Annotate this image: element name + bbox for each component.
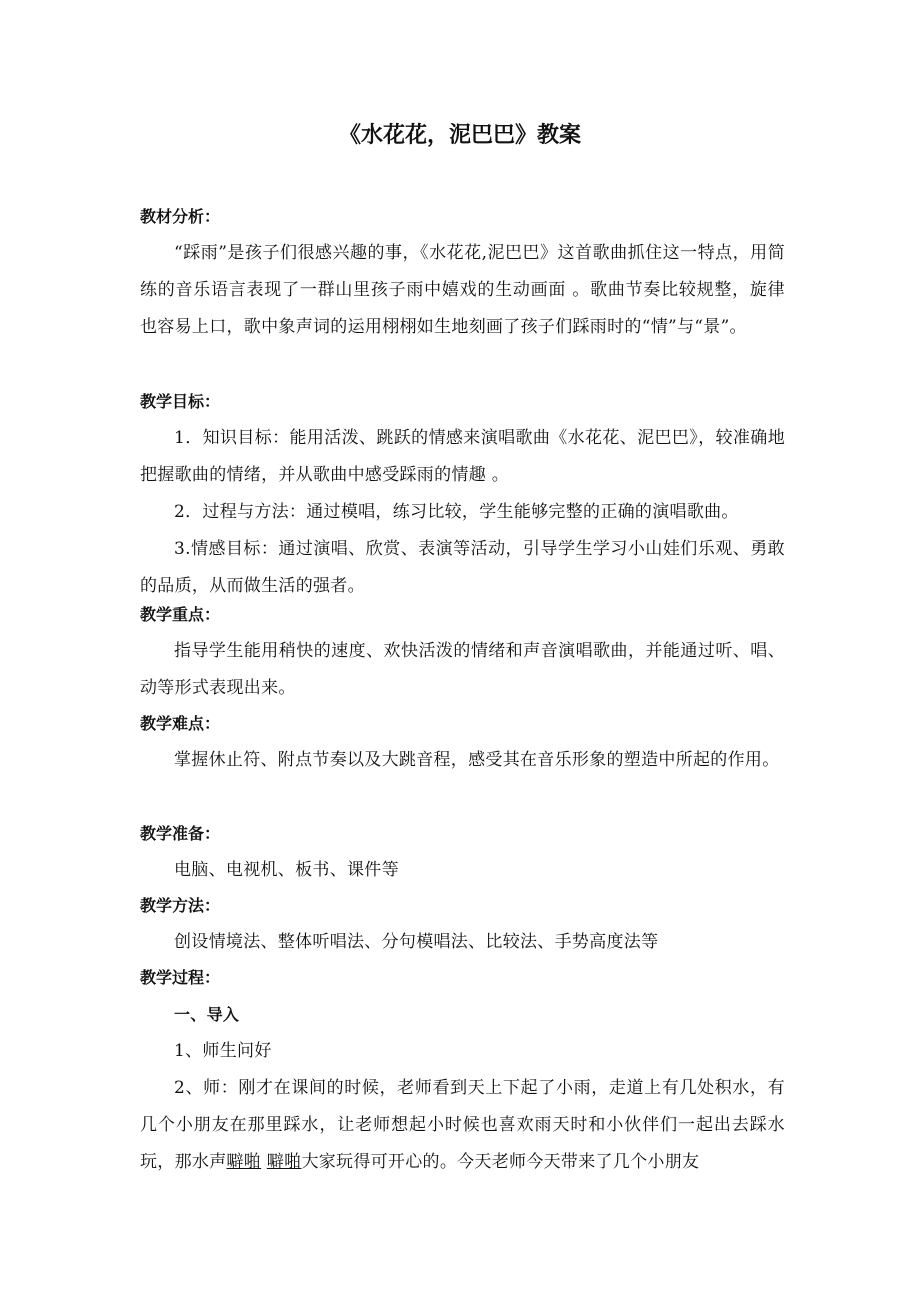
process-step-2 [140, 1070, 785, 1181]
methods-heading: 教学方法： [140, 896, 221, 915]
section-methods [140, 887, 785, 961]
process-step-2-after: 大家玩得可开心的。今天老师今天带来了几个小朋友 [301, 1152, 700, 1172]
preparation-text: 电脑、电视机、板书、课件等 [174, 860, 399, 880]
analysis-text: “踩雨”是孩子们很感兴趣的事，《水花花,泥巴巴》这首歌曲抓住这一特点，用简练的音乐语言表现了一群山里孩子雨中嬉戏的生动画面 。歌曲节奏比较规整，旋律也容易上口，歌中象声词的运用栩栩如生地刻画了孩子们踩雨时的“情”与“景”。 [140, 243, 785, 337]
process-step-2-before: 2、师：刚才在课间的时候，老师看到天上下起了小雨，走道上有几处积水，有几个小朋友在那里踩水，让老师想起小时候也喜欢雨天时和小伙伴们一起出去踩水玩，那水声 [140, 1078, 785, 1172]
section-goals [140, 383, 785, 605]
document-title: 《水花花，泥巴巴》教案 [338, 123, 581, 148]
methods-text: 创设情境法、整体听唱法、分句模唱法、比较法、手势高度法等 [174, 932, 659, 952]
onomatopoeia-word-1: 噼啪 [226, 1152, 262, 1172]
difficulties-heading: 教学难点： [140, 714, 221, 733]
key-points-heading: 教学重点： [140, 605, 221, 624]
goal-item-3: 3.情感目标：通过演唱、欣赏、表演等活动，引导学生学习小山娃们乐观、勇敢的品质，从而做生活的强者。 [140, 539, 785, 596]
goal-item-1: 1．知识目标：能用活泼、跳跃的情感来演唱歌曲《水花花、泥巴巴》，较准确地把握歌曲的情绪，并从歌曲中感受踩雨的情趣 。 [140, 428, 785, 485]
process-step-1: 1、师生问好 [174, 1041, 272, 1061]
difficulties-text: 掌握休止符、附点节奏以及大跳音程，感受其在音乐形象的塑造中所起的作用。 [174, 750, 780, 770]
section-key-points [140, 596, 785, 707]
section-analysis [140, 198, 785, 346]
section-difficulties [140, 705, 785, 779]
section-preparation [140, 815, 785, 889]
key-points-text: 指导学生能用稍快的速度、欢快活泼的情绪和声音演唱歌曲，并能通过听、唱、动等形式表现出来。 [140, 641, 785, 698]
process-part1-title: 一、导入 [174, 1005, 240, 1024]
goals-heading: 教学目标： [140, 392, 221, 411]
goal-item-2: 2．过程与方法：通过模唱，练习比较，学生能够完整的正确的演唱歌曲。 [174, 502, 739, 522]
analysis-heading: 教材分析： [140, 207, 221, 226]
preparation-heading: 教学准备： [140, 824, 221, 843]
onomatopoeia-word-2: 噼啪 [266, 1152, 302, 1172]
process-heading: 教学过程： [140, 968, 221, 987]
section-process [140, 959, 785, 1181]
